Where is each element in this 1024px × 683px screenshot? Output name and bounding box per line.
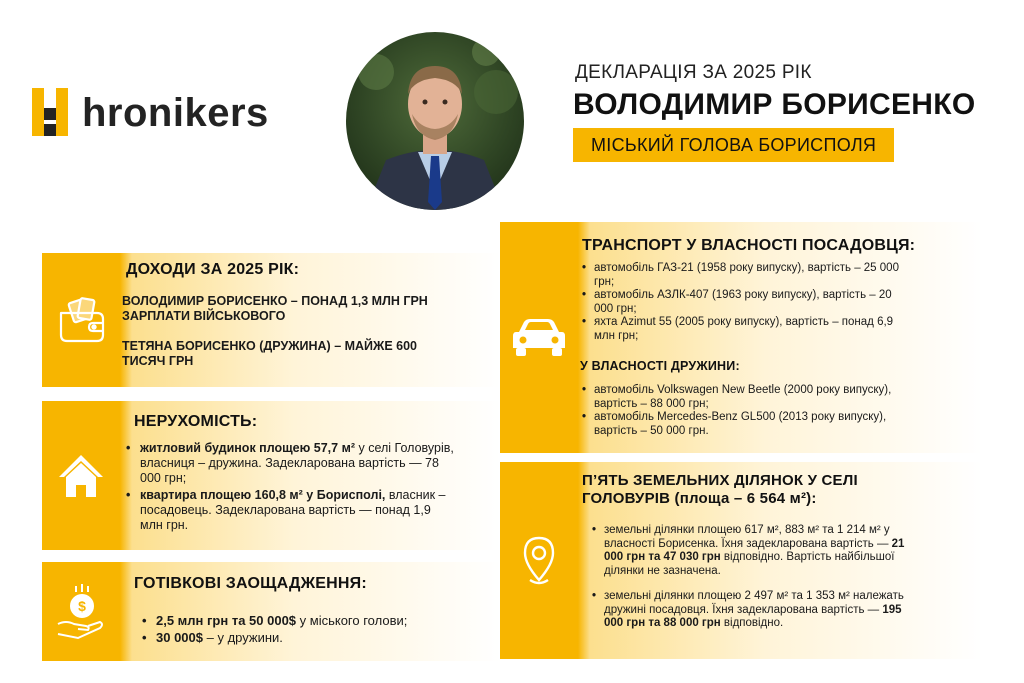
house-icon [42,401,120,550]
logo-text: hronikers [82,90,269,135]
realty-card [42,401,500,550]
income-title: ДОХОДИ ЗА 2025 РІК: [126,261,300,278]
official-role-badge: МІСЬКИЙ ГОЛОВА БОРИСПОЛЯ [573,128,894,162]
transport-card [500,222,982,453]
official-name: ВОЛОДИМИР БОРИСЕНКО [573,88,976,121]
wallet-icon [42,253,122,387]
spouse-transport-list-wrap [582,384,922,438]
income-line-official: ВОЛОДИМИР БОРИСЕНКО – ПОНАД 1,3 МЛН ГРН ЗАРПЛАТИ ВІЙСЬКОВОГО [122,294,428,323]
land-list [592,524,922,631]
transport-list [582,262,902,343]
coin-hand-icon [42,562,120,661]
official-portrait [346,32,524,210]
list-item: • автомобіль Mercedes-Benz GL500 (2013 року випуску), вартість – 50 000 грн. [582,411,922,438]
income-line-spouse: ТЕТЯНА БОРИСЕНКО (ДРУЖИНА) – МАЙЖЕ 600 ТИСЯЧ ГРН [122,339,418,368]
cash-title: ГОТІВКОВІ ЗАОЩАДЖЕННЯ: [134,575,367,592]
list-item: • житловий будинок площею 57,7 м² у селі Головурів, власниця – дружина. Задекларована вартість — 78 000 грн; [126,441,456,486]
car-icon [500,222,578,453]
spouse-transport-title: У ВЛАСНОСТІ ДРУЖИНИ: [580,359,740,373]
hronikers-logo [30,86,269,140]
transport-list-wrap [582,262,902,343]
income-card [42,253,500,387]
cash-card [42,562,500,661]
realty-list [126,441,456,533]
list-item: • яхта Azimut 55 (2005 року випуску), вартість – понад 6,9 млн грн; [582,316,902,343]
logo-mark-icon [30,86,72,140]
list-item: • земельні ділянки площею 617 м², 883 м² та 1 214 м² у власності Борисенка. Їхня задекларована вартість — 21 000 грн та 47 030 грн відповідно. Вартість найбільшої ділянки не зазначена. [592,524,922,578]
spouse-transport-list [582,384,922,438]
list-item: • автомобіль АЗЛК-407 (1963 року випуску), вартість – 20 000 грн; [582,289,902,316]
list-item: • автомобіль Volkswagen New Beetle (2000 року випуску), вартість – 88 000 грн; [582,384,922,411]
land-title: П’ЯТЬ ЗЕМЕЛЬНИХ ДІЛЯНОК У СЕЛІ ГОЛОВУРІВ (площа – 6 564 м²): [582,472,858,507]
land-list-wrap [592,524,922,631]
svg-text:$: $ [78,597,86,614]
list-item: • автомобіль ГАЗ-21 (1958 року випуску), вартість – 25 000 грн; [582,262,902,289]
realty-title: НЕРУХОМІСТЬ: [134,413,258,430]
transport-title: ТРАНСПОРТ У ВЛАСНОСТІ ПОСАДОВЦЯ: [582,237,916,254]
declaration-subtitle: ДЕКЛАРАЦІЯ ЗА 2025 РІК [575,62,812,83]
list-item: • земельні ділянки площею 2 497 м² та 1 353 м² належать дружині посадовця. Їхня задекларована вартість — 195 000 грн та 88 000 грн відповідно. [592,590,922,631]
list-item: • 30 000$ – у дружини. [142,629,472,646]
land-card [500,462,982,659]
location-pin-icon [500,462,578,659]
list-item: • квартира площею 160,8 м² у Борисполі, власник – посадовець. Задекларована вартість — понад 1,9 млн грн. [126,488,456,533]
list-item: • 2,5 млн грн та 50 000$ у міського голови; [142,612,472,629]
cash-list [142,612,472,646]
